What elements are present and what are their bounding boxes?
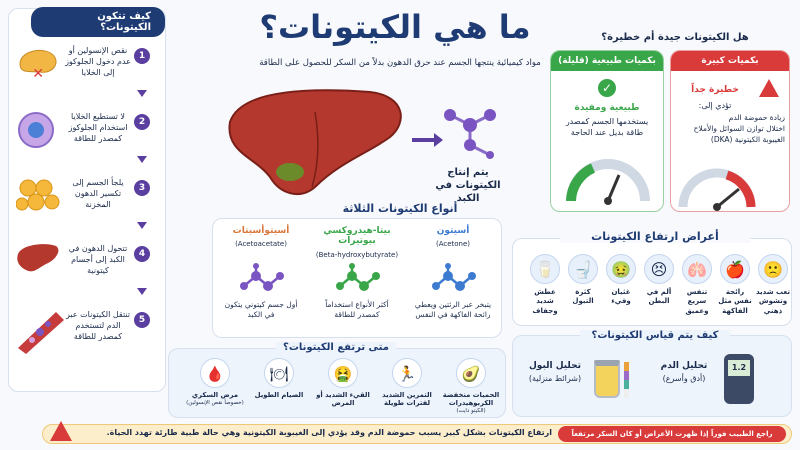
step-text: تتحول الدهون في الكبد إلى أجسام كيتونية	[68, 244, 128, 275]
ketone-type-latin: (Acetoacetate)	[235, 240, 287, 248]
symptom-label: تنفس سريع وعميق	[685, 288, 709, 315]
large-amount-item: زيادة حموضة الدم	[728, 113, 785, 122]
warning-triangle-icon	[759, 79, 779, 97]
step-illustration-icon	[16, 44, 60, 84]
small-amount-header: بكميات طبيعية (قليلة)	[551, 51, 663, 71]
step-number: 5	[134, 312, 150, 328]
symptom-label: عطش شديد وجفاف	[532, 288, 558, 315]
blood-test-name: تحليل الدم	[660, 361, 708, 371]
small-amount-text: يستخدمها الجسم كمصدر طاقة بديل عند الحاجة	[565, 117, 649, 137]
lungs-icon: 🫁	[682, 254, 712, 284]
step-number: 2	[134, 114, 150, 130]
warning-bar-icon	[50, 421, 72, 441]
large-amount-list	[677, 113, 785, 146]
symptoms-header: أعراض ارتفاع الكيتونات	[560, 230, 750, 243]
cause-sublabel: (خصوصاً نقص الإنسولين)	[186, 400, 244, 406]
ketone-type-desc: يتبخر عبر الرئتين ويعطي رائحة الفاكهة في النفس	[414, 300, 492, 320]
glucose-meter-icon: 🩸	[200, 358, 230, 388]
ketone-type-molecule-icon	[334, 262, 380, 302]
ketone-type-latin: (Beta-hydroxybutyrate)	[315, 251, 399, 259]
ketone-type-molecule-icon	[430, 262, 476, 302]
step-number: 3	[134, 180, 150, 196]
ketone-type-name: أسيتوأسيتات	[232, 226, 290, 236]
symptom-label: كثرة التبول	[572, 288, 594, 306]
step-illustration-icon	[16, 176, 60, 220]
plate-icon: 🍽	[264, 358, 294, 388]
large-amount-item: الغيبوبة الكيتونية (DKA)	[710, 134, 785, 144]
step-arrow	[137, 90, 147, 97]
vomit-icon: 🤮	[328, 358, 358, 388]
cause-label: مرض السكري	[191, 391, 239, 399]
page-subtitle: مواد كيميائية ينتجها الجسم عند حرق الدهون بدلاً من السكر للحصول على الطاقة	[259, 58, 541, 68]
cause-label: التمرين الشديد لفترات طويلة	[382, 391, 432, 408]
ketone-type-desc: أكثر الأنواع استخداماً كمصدر للطاقة	[325, 300, 389, 320]
page-title: ما هي الكيتونات؟	[259, 8, 531, 46]
stomach-pain-icon: 😣	[644, 254, 674, 284]
apple-icon: 🍎	[720, 254, 750, 284]
warning-text: ارتفاع الكيتونات بشكل كبير يسبب حموضة الدم وقد يؤدي إلى الغيبوبة الكيتونية وهي حالة طبية طارئة تهدد الحياة.	[106, 428, 552, 437]
symptom-label: تعب شديد وتشوش ذهني	[755, 288, 791, 315]
large-amount-card	[670, 50, 790, 212]
step-text: نقص الإنسولين أو عدم دخول الجلوكوز إلى الخلايا	[65, 46, 131, 77]
urine-test-name: تحليل البول	[529, 361, 581, 371]
types-header: أنواع الكيتونات الثلاثة	[342, 202, 458, 215]
toilet-icon: 🚽	[568, 254, 598, 284]
svg-text:✕: ✕	[32, 66, 44, 80]
small-amount-card	[550, 50, 664, 212]
cause-label: الحميات منخفضة الكربوهيدرات	[442, 391, 500, 408]
large-amount-header: بكميات كبيرة	[671, 51, 789, 71]
step-text: لا تستطيع الخلايا استخدام الجلوكوز كمصدر للطاقة	[68, 112, 128, 143]
cause-sublabel: (الكيتو دايت)	[456, 408, 486, 414]
step-number: 1	[134, 48, 150, 64]
liver-caption: يتم إنتاج الكيتونات في الكبد	[435, 167, 501, 204]
cause-label: القيء الشديد أو المرض	[316, 391, 370, 408]
high-gauge-icon	[677, 163, 757, 211]
causes-header: متى ترتفع الكيتونات؟	[276, 342, 396, 353]
step-number: 4	[134, 246, 150, 262]
step-illustration-icon	[16, 242, 60, 278]
small-amount-title: طبيعية ومفيدة	[574, 103, 640, 113]
step-illustration-icon	[16, 110, 56, 154]
avocado-icon: 🥑	[456, 358, 486, 388]
meter-screen: 1.2	[728, 360, 750, 376]
symptom-label: ألم في البطن	[646, 288, 672, 306]
blood-test-sub: (أدق وأسرع)	[662, 374, 706, 383]
glucose-meter	[724, 354, 754, 404]
liver-illustration	[220, 82, 410, 202]
warning-badge: راجع الطبيب فوراً إذا ظهرت الأعراض أو كان السكر مرتفعاً	[558, 426, 786, 442]
step-text: يلجأ الجسم إلى تكسير الدهون المخزنة	[72, 178, 124, 209]
ketone-type-name: أسيتون	[436, 226, 470, 236]
urine-test-sub: (شرائط منزلية)	[528, 374, 582, 383]
runner-icon: 🏃	[392, 358, 422, 388]
step-text: تنتقل الكيتونات عبر الدم لتستخدم كمصدر للطاقة	[65, 310, 131, 341]
large-amount-intro: تؤدي إلى:	[698, 101, 732, 110]
measure-header: كيف يتم قياس الكيتونات؟	[580, 330, 730, 341]
symptom-label: رائحة نفس مثل الفاكهة	[718, 288, 752, 315]
steps-panel-header: كيف تتكون الكيتونات؟	[31, 7, 165, 37]
cause-label: الصيام الطويل	[254, 391, 304, 399]
ketone-type-molecule-icon	[238, 262, 284, 302]
step-arrow	[137, 288, 147, 295]
step-arrow	[137, 222, 147, 229]
good-bad-question: هل الكيتونات جيدة أم خطيرة؟	[601, 32, 749, 43]
water-glass-icon: 🥛	[530, 254, 560, 284]
test-strip-icon	[624, 362, 629, 398]
symptom-label: غثيان وقيء	[611, 288, 631, 306]
step-illustration-icon	[16, 308, 66, 358]
urine-cup-icon	[594, 360, 620, 398]
liver-arrow	[412, 138, 436, 142]
ketone-type-latin: (Acetone)	[435, 240, 471, 248]
large-amount-item: اختلال توازن السوائل والأملاح	[693, 123, 785, 133]
ketone-type-desc: أول جسم كيتوني يتكون في الكبد	[224, 300, 298, 320]
ketone-type-name: بيتا-هيدروكسي بيوتيرات	[323, 226, 391, 246]
tired-face-icon: 🙁	[758, 254, 788, 284]
nausea-face-icon: 🤢	[606, 254, 636, 284]
ketone-molecule-icon	[440, 100, 500, 160]
step-arrow	[137, 156, 147, 163]
low-gauge-icon	[563, 151, 653, 206]
large-amount-title: خطيرة جداً	[691, 85, 739, 95]
check-icon: ✓	[598, 79, 616, 97]
